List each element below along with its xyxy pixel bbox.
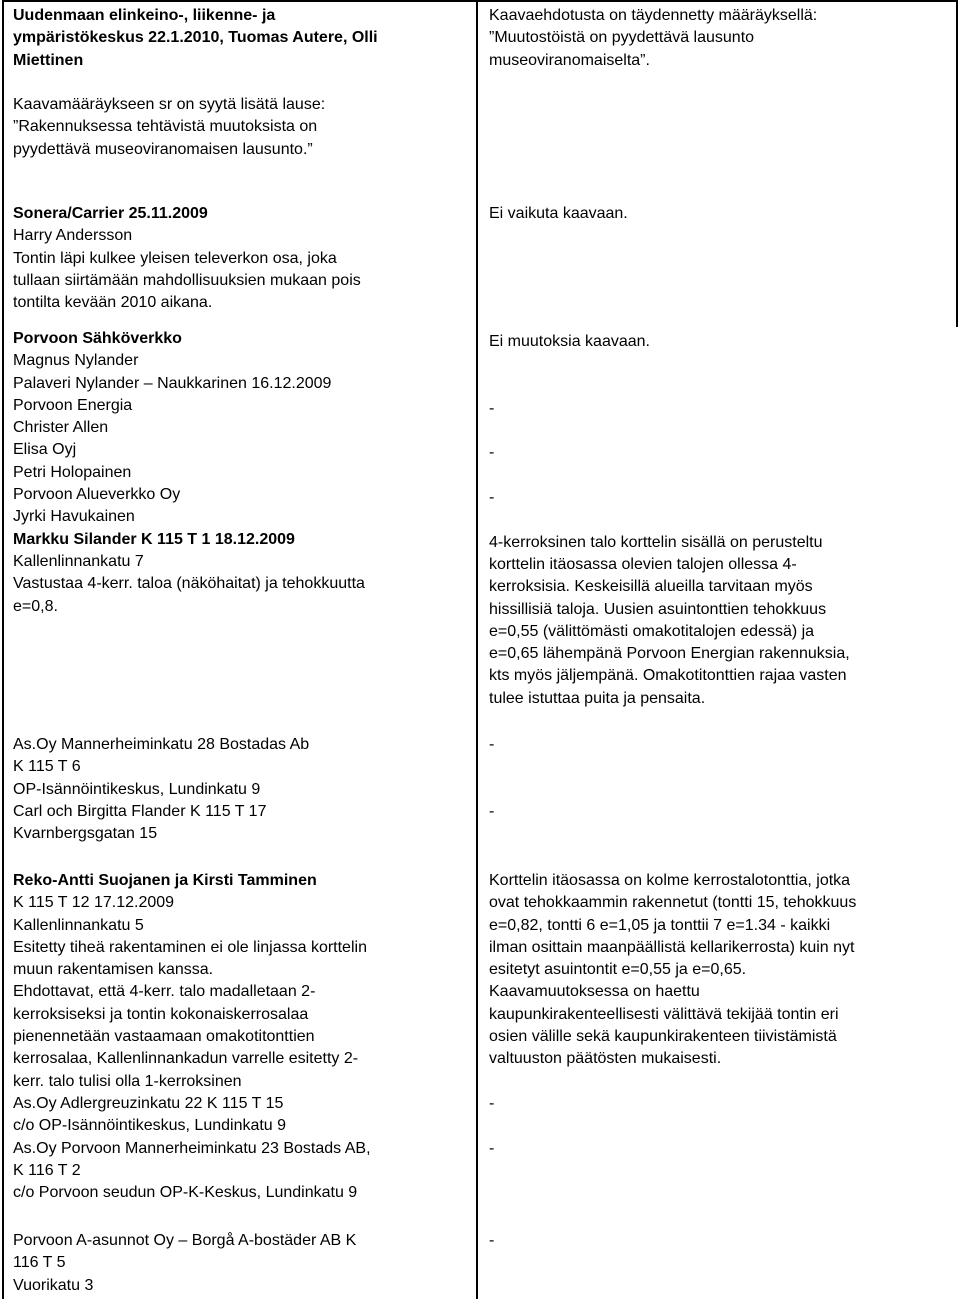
text-line: Sonera/Carrier 25.11.2009 [13, 205, 208, 222]
text-line: Korttelin itäosassa on kolme kerrostalotonttia, jotka [489, 872, 851, 889]
text-line: Magnus Nylander [13, 352, 139, 370]
text-line: Esitetty tiheä rakentaminen ei ole linjassa korttelin [13, 938, 367, 956]
text-line: Porvoon Energia [13, 396, 133, 414]
table-border-top [2, 0, 958, 2]
text-line: OP-Isännöintikeskus, Lundinkatu 9 [13, 780, 261, 798]
text-line: Porvoon A-asunnot Oy – Borgå A-bostäder AB K [13, 1232, 357, 1249]
table-border-right [956, 0, 958, 327]
text-line: Christer Allen [13, 419, 109, 437]
text-line: Porvoon Alueverkko Oy [13, 486, 181, 504]
text-line: esitetyt asuintontit e=0,55 ja e=0,65. [489, 961, 747, 979]
text-line: kts myös jäljempänä. Omakotitonttien rajaa vasten [489, 667, 847, 685]
text-line: - [489, 802, 495, 820]
row-1-right-cell [489, 5, 951, 72]
text-line: kaupunkirakenteellisesti välittävä tekijää tontin eri [489, 1005, 839, 1023]
text-line [489, 509, 951, 531]
row-4-right-cell [489, 734, 951, 823]
text-line: museoviranomaiselta”. [489, 51, 650, 69]
text-line: Ei vaikuta kaavaan. [489, 205, 628, 222]
text-line [489, 1071, 951, 1093]
text-line: - [489, 399, 495, 417]
text-line: korttelin itäosassa olevien talojen ollessa 4- [489, 555, 797, 573]
text-line: K 116 T 2 [13, 1161, 81, 1179]
row-6-left-cell [13, 1230, 473, 1297]
text-line: ovat tehokkaammin rakennetut (tontti 15, tehokkuus [489, 894, 857, 912]
text-line: ympäristökeskus 22.1.2010, Tuomas Autere, Olli [13, 29, 378, 47]
text-line: Tontin läpi kulkee yleisen televerkon osa, joka [13, 249, 337, 267]
text-line: As.Oy Mannerheiminkatu 28 Bostadas Ab [13, 736, 310, 753]
text-line: kerroksisia. Keskeisillä alueilla tarvitaan myös [489, 578, 813, 596]
text-line: 4-kerroksinen talo korttelin sisällä on perusteltu [489, 533, 823, 551]
row-3-right-cell [489, 331, 951, 710]
text-line: - [489, 1139, 495, 1157]
row-5-left-cell [13, 870, 473, 1204]
text-line: Harry Andersson [13, 227, 133, 245]
text-line: Markku Silander K 115 T 1 18.12.2009 [13, 530, 295, 548]
text-line: Ehdottavat, että 4-kerr. talo madalletaan 2- [13, 983, 316, 1001]
text-line: Reko-Antti Suojanen ja Kirsti Tamminen [13, 872, 317, 889]
text-line: Kallenlinnankatu 7 [13, 552, 144, 570]
text-line [13, 72, 473, 94]
row-3-left-cell [13, 328, 473, 618]
text-line: Vastustaa 4-kerr. taloa (näköhaitat) ja tehokkuutta [13, 575, 365, 593]
text-line: - [489, 1232, 495, 1249]
text-line: 116 T 5 [13, 1254, 66, 1272]
text-line: Elisa Oyj [13, 441, 77, 459]
text-line: Kallenlinnankatu 5 [13, 916, 144, 934]
text-line: e=0,55 (välittömästi omakotitalojen edessä) ja [489, 622, 815, 640]
text-line: As.Oy Adlergreuzinkatu 22 K 115 T 15 [13, 1094, 284, 1112]
text-line [489, 1115, 951, 1137]
row-1-left-cell [13, 5, 473, 161]
text-line: ”Rakennuksessa tehtävistä muutoksista on [13, 118, 318, 136]
table-border-left [2, 0, 4, 1299]
text-line: Carl och Birgitta Flander K 115 T 17 [13, 802, 267, 820]
text-line: e=0,82, tontti 6 e=1,05 ja tonttii 7 e=1.34 - kaikki [489, 916, 831, 934]
text-line: ”Muutostöistä on pyydettävä lausunto [489, 29, 755, 47]
text-line: osien välille sekä kaupunkirakenteen tiivistämistä [489, 1028, 837, 1046]
text-line: K 115 T 6 [13, 758, 81, 776]
text-line: tontilta kevään 2010 aikana. [13, 294, 213, 312]
text-line [489, 420, 951, 442]
text-line: kerrosalaa, Kallenlinnankadun varrelle esitetty 2- [13, 1050, 359, 1068]
text-line: Palaveri Nylander – Naukkarinen 16.12.2009 [13, 374, 332, 392]
text-line: tullaan siirtämään mahdollisuuksien mukaan pois [13, 271, 361, 289]
row-2-left-cell [13, 203, 473, 314]
text-line: e=0,65 lähempänä Porvoon Energian rakennuksia, [489, 645, 850, 663]
text-line: Kaavamääräykseen sr on syytä lisätä lause: [13, 96, 326, 114]
text-line [489, 465, 951, 487]
text-line: - [489, 1094, 495, 1112]
text-line: - [489, 736, 495, 753]
text-line [489, 376, 951, 398]
text-line: Uudenmaan elinkeino-, liikenne- ja [13, 7, 276, 24]
text-line: kerr. talo tulisi olla 1-kerroksinen [13, 1072, 242, 1090]
text-line: - [489, 444, 495, 462]
text-line: e=0,8. [13, 597, 58, 615]
text-line: - [489, 489, 495, 507]
text-line: Miettinen [13, 51, 84, 69]
text-line: pyydettävä museoviranomaisen lausunto.” [13, 140, 313, 158]
row-6-right-cell [489, 1230, 951, 1252]
text-line: valtuuston päätösten mukaisesti. [489, 1050, 722, 1068]
row-5-right-cell [489, 870, 951, 1160]
text-line: hissillisiä taloja. Uusien asuintonttien tehokkuus [489, 600, 827, 618]
row-4-left-cell [13, 734, 473, 845]
text-line: Kaavaehdotusta on täydennetty määräyksellä: [489, 7, 818, 24]
text-line [489, 756, 951, 778]
text-line: c/o Porvoon seudun OP-K-Keskus, Lundinkatu 9 [13, 1184, 358, 1202]
text-line [489, 353, 951, 375]
text-line: As.Oy Porvoon Mannerheiminkatu 23 Bostads AB, [13, 1139, 371, 1157]
row-2-right-cell [489, 203, 951, 225]
text-line: Kaavamuutoksessa on haettu [489, 983, 700, 1001]
text-line: Porvoon Sähköverkko [13, 330, 182, 347]
text-line: Ei muutoksia kaavaan. [489, 333, 650, 350]
text-line: tulee istuttaa puita ja pensaita. [489, 689, 706, 707]
text-line: ilman osittain maanpäällistä kellarikerrosta) kuin nyt [489, 938, 855, 956]
text-line: K 115 T 12 17.12.2009 [13, 894, 175, 912]
text-line: c/o OP-Isännöintikeskus, Lundinkatu 9 [13, 1117, 287, 1135]
text-line: Petri Holopainen [13, 463, 132, 481]
text-line: muun rakentamisen kanssa. [13, 961, 214, 979]
column-divider [476, 0, 478, 1299]
text-line [489, 779, 951, 801]
text-line: Jyrki Havukainen [13, 508, 135, 526]
text-line: pienennetään vastaamaan omakotitonttien [13, 1028, 315, 1046]
text-line: kerroksiseksi ja tontin kokonaiskerrosalaa [13, 1005, 309, 1023]
text-line: Vuorikatu 3 [13, 1276, 94, 1294]
text-line: Kvarnbergsgatan 15 [13, 825, 158, 843]
